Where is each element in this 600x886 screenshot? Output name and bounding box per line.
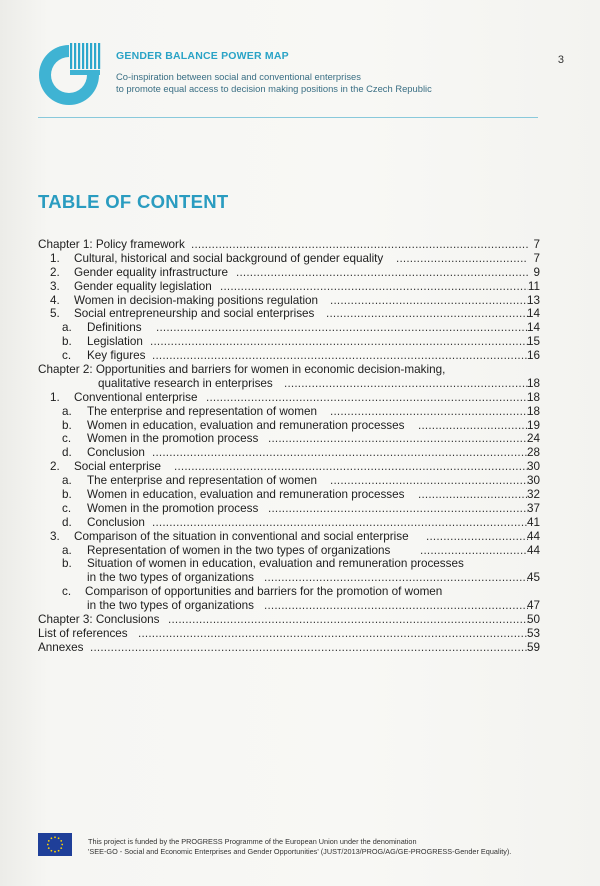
toc-entry-continuation[interactable] [38, 571, 540, 585]
eu-star [51, 850, 53, 852]
toc-entry-page: 19 [526, 418, 540, 432]
eu-star [47, 844, 49, 846]
toc-entry-page: 13 [526, 293, 540, 307]
toc-entry[interactable] [38, 252, 540, 266]
toc-entry[interactable] [38, 585, 540, 599]
toc-entry-page: 15 [526, 335, 540, 349]
toc-entry-page: 14 [526, 321, 540, 335]
toc-entry-number: 2. [50, 265, 60, 279]
toc-entry-text: Women in the promotion process [87, 501, 259, 515]
toc-entry-text: Key figures [87, 349, 146, 363]
toc-entry-number: c. [62, 585, 72, 599]
toc-entry-text: Chapter 3: Conclusions [38, 613, 160, 627]
eu-star [58, 837, 60, 839]
toc-entry-text: qualitative research in enterprises [98, 376, 273, 390]
toc-entry-page: 47 [526, 599, 540, 613]
toc-entry[interactable] [38, 280, 540, 294]
toc-entry-number: 3. [50, 529, 60, 543]
toc-entry-page: 30 [526, 460, 540, 474]
toc-entry-page: 44 [526, 529, 540, 543]
toc-entry-number: c. [62, 501, 72, 515]
toc-entry-text: Chapter 1: Policy framework [38, 238, 185, 251]
toc-entry-number: 3. [50, 279, 60, 293]
page-number: 3 [557, 54, 564, 66]
funding-notice [88, 837, 511, 857]
toc-entry[interactable] [38, 502, 540, 516]
toc-entry-page: 32 [526, 488, 540, 502]
toc-entry-text: Women in education, evaluation and remuneration processes [87, 418, 405, 432]
toc-entry[interactable] [38, 557, 540, 571]
toc-entry-text: Conclusion [87, 515, 145, 529]
toc-entry-number: b. [62, 335, 72, 349]
table-of-contents [38, 238, 540, 655]
toc-entry-text: Conventional enterprise [74, 390, 198, 404]
toc-entry-page: 11 [527, 279, 540, 293]
toc-entry-text: Social entrepreneurship and social enterprises [74, 307, 315, 321]
toc-entry[interactable] [38, 405, 540, 419]
toc-entry-text: Gender equality infrastructure [74, 265, 228, 279]
toc-entry-text: Women in education, evaluation and remuneration processes [87, 488, 405, 502]
toc-entry-page: 28 [526, 446, 540, 460]
toc-entry-number: d. [62, 515, 72, 529]
toc-entry-text: Legislation [87, 335, 143, 349]
toc-entry-page: 7 [533, 251, 540, 265]
toc-entry[interactable] [38, 349, 540, 363]
toc-entry-text: in the two types of organizations [87, 599, 254, 613]
toc-heading: TABLE OF CONTENT [38, 191, 229, 212]
eu-star [60, 847, 62, 849]
toc-entry-page: 18 [526, 376, 540, 390]
toc-entry-page: 50 [526, 613, 540, 627]
eu-star [61, 844, 63, 846]
toc-entry-text: Representation of women in the two types of organizations [87, 543, 391, 557]
eu-star [51, 837, 53, 839]
toc-entry-page: 44 [526, 543, 540, 557]
toc-entry-page: 24 [526, 432, 540, 446]
toc-entry-number: d. [62, 446, 72, 460]
toc-entry-text: Gender equality legislation [74, 279, 212, 293]
toc-entry[interactable] [38, 294, 540, 308]
toc-entry[interactable] [38, 544, 540, 558]
toc-entry-page: 14 [526, 307, 540, 321]
toc-entry-number: b. [62, 418, 72, 432]
toc-entry-page: 53 [526, 626, 540, 640]
toc-entry-page: 18 [526, 404, 540, 418]
page-header [36, 40, 566, 120]
toc-entry[interactable] [38, 419, 540, 433]
toc-entry-text: Cultural, historical and social background of gender equality [74, 251, 384, 265]
brand-subtitle-line-2: to promote equal access to decision making positions in the Czech Republic [116, 83, 432, 94]
toc-entry-continuation[interactable] [38, 377, 540, 391]
brand-subtitle [116, 71, 432, 95]
toc-entry-number: a. [62, 543, 72, 557]
page-footer [38, 833, 558, 863]
toc-entry-number: 1. [50, 251, 60, 265]
gender-balance-logo [36, 40, 102, 106]
toc-entry-text: The enterprise and representation of women [87, 474, 317, 488]
toc-entry-number: 4. [50, 293, 60, 307]
toc-entry[interactable] [38, 446, 540, 460]
toc-entry-number: a. [62, 474, 72, 488]
eu-star [48, 847, 50, 849]
toc-entry-page: 18 [526, 390, 540, 404]
toc-entry-number: a. [62, 404, 72, 418]
toc-entry-number: 1. [50, 390, 60, 404]
toc-entry-text: Comparison of opportunities and barriers for the promotion of women [85, 585, 443, 599]
funding-notice-line-1: This project is funded by the PROGRESS Programme of the European Union under the denomination [88, 837, 417, 846]
toc-entry-number: c. [62, 432, 72, 446]
toc-entry-text: Annexes [38, 640, 84, 654]
toc-entry-number: b. [62, 557, 72, 571]
eu-star [48, 840, 50, 842]
eu-star [58, 850, 60, 852]
toc-entry[interactable] [38, 335, 540, 349]
toc-entry[interactable] [38, 530, 540, 544]
toc-entry-number: a. [62, 321, 72, 335]
toc-entry-number: b. [62, 488, 72, 502]
toc-entry-page: 7 [533, 238, 540, 251]
toc-entry-number: 5. [50, 307, 60, 321]
eu-star [60, 840, 62, 842]
toc-entry-number: c. [62, 349, 72, 363]
toc-entry-text: Social enterprise [74, 460, 162, 474]
header-divider [38, 117, 538, 118]
toc-entry[interactable] [38, 432, 540, 446]
toc-entry[interactable] [38, 474, 540, 488]
toc-entry[interactable] [38, 516, 540, 530]
toc-entry-text: Women in the promotion process [87, 432, 259, 446]
toc-entry[interactable] [38, 641, 540, 655]
toc-entry[interactable] [38, 238, 540, 252]
eu-star [54, 836, 56, 838]
eu-flag-icon [38, 833, 72, 856]
toc-entry-text: Chapter 2: Opportunities and barriers for women in economic decision-making, [38, 363, 446, 377]
toc-entry-text: Comparison of the situation in conventional and social enterprise [74, 529, 409, 543]
toc-entry[interactable] [38, 391, 540, 405]
toc-entry-page: 30 [526, 474, 540, 488]
toc-entry-page: 16 [526, 349, 540, 363]
toc-entry[interactable] [38, 627, 540, 641]
toc-entry-text: Women in decision-making positions regulation [74, 293, 319, 307]
toc-entry-text: Definitions [87, 321, 142, 335]
toc-entry[interactable] [38, 321, 540, 335]
toc-entry-page: 9 [533, 265, 540, 279]
toc-entry-text: Conclusion [87, 446, 145, 460]
toc-entry[interactable] [38, 460, 540, 474]
toc-entry[interactable] [38, 613, 540, 627]
eu-star [54, 851, 56, 853]
toc-entry-page: 59 [526, 640, 540, 654]
brand-title: GENDER BALANCE POWER MAP [116, 50, 289, 62]
toc-entry-number: 2. [50, 460, 60, 474]
funding-notice-line-2: 'SEE-GO - Social and Economic Enterprises and Gender Opportunities' (JUST/2013/PROG/AG/GE-PROGRESS-Gender Equality). [88, 847, 512, 856]
toc-entry-page: 37 [526, 501, 540, 515]
toc-entry-text: List of references [38, 626, 128, 640]
toc-entry-text: Situation of women in education, evaluation and remuneration processes [87, 557, 464, 571]
toc-entry[interactable] [38, 307, 540, 321]
toc-entry-page: 45 [526, 571, 540, 585]
toc-entry-page: 41 [526, 515, 540, 529]
toc-entry-text: in the two types of organizations [87, 571, 254, 585]
toc-entry-continuation[interactable] [38, 599, 540, 613]
toc-entry[interactable] [38, 266, 540, 280]
toc-entry[interactable] [38, 488, 540, 502]
toc-entry[interactable] [38, 363, 540, 377]
toc-entry-text: The enterprise and representation of women [87, 404, 317, 418]
brand-subtitle-line-1: Co-inspiration between social and conventional enterprises [116, 71, 361, 82]
